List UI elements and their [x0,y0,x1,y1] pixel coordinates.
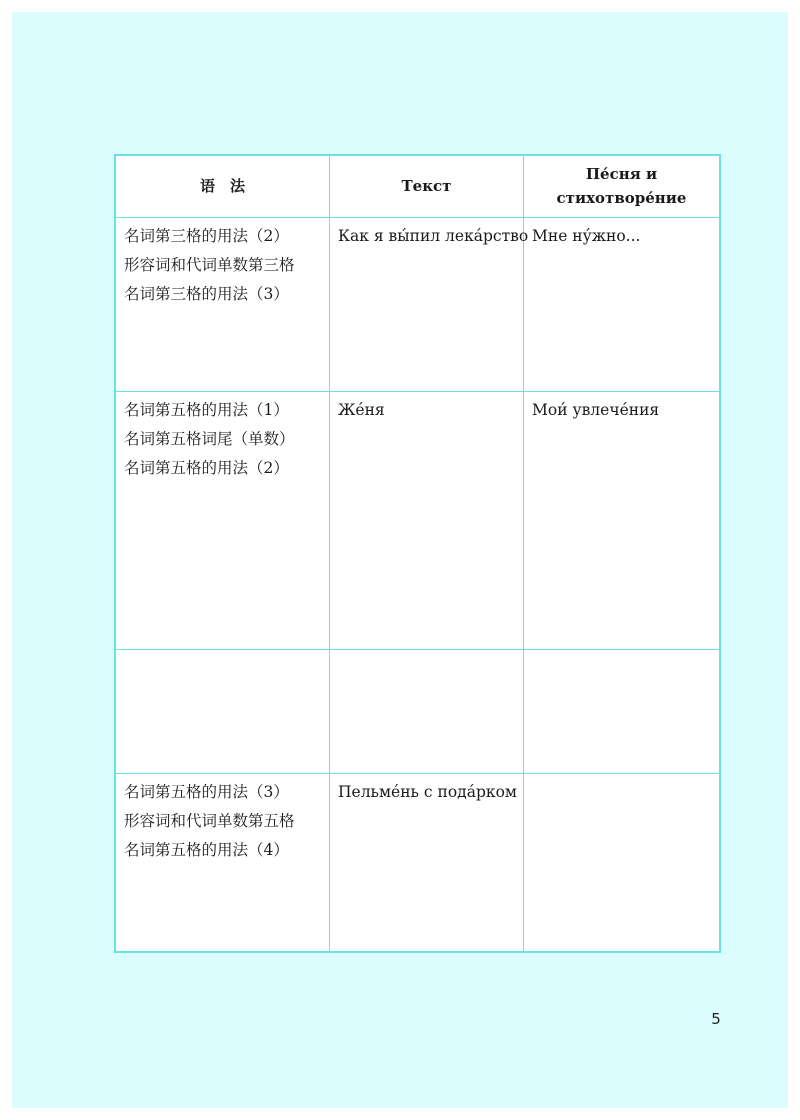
grammar-item: 形容词和代词单数第三格 [124,256,295,274]
grammar-item: 名词第三格的用法（3） [124,285,289,303]
text-cell [338,396,385,425]
column-divider [329,156,330,951]
header-text: Текст [401,177,452,195]
syllabus-table [114,154,721,953]
text-cell [338,222,528,251]
header-grammar: 语 法 [199,177,245,195]
column-divider [523,156,524,951]
row-divider [116,773,719,774]
row-divider [116,391,719,392]
text-title: Как я вы́пил лека́рство [338,227,529,245]
song-title: Мои́ увлече́ния [532,401,660,419]
text-title: Же́ня [338,401,385,419]
grammar-cell [124,222,295,309]
grammar-cell [124,396,295,483]
song-title: Мне ну́жно... [532,227,641,245]
grammar-item: 名词第五格的用法（2） [124,459,289,477]
header-song [524,162,719,210]
row-divider [116,649,719,650]
grammar-item: 形容词和代词单数第五格 [124,812,295,830]
grammar-item: 名词第五格词尾（单数） [124,430,295,448]
text-cell [338,778,517,807]
text-title: Пельме́нь с пода́рком [338,783,517,801]
grammar-item: 名词第三格的用法（2） [124,227,289,245]
grammar-item: 名词第五格的用法（1） [124,401,289,419]
row-divider [116,217,719,218]
grammar-cell [124,778,295,865]
header-song-line: Пе́сня и [585,165,658,183]
grammar-item: 名词第五格的用法（3） [124,783,289,801]
header-song-line: стихотворе́ние [556,189,687,207]
song-cell [532,396,659,425]
page-number: 5 [711,1010,721,1028]
grammar-item: 名词第五格的用法（4） [124,841,289,859]
song-cell [532,222,640,251]
